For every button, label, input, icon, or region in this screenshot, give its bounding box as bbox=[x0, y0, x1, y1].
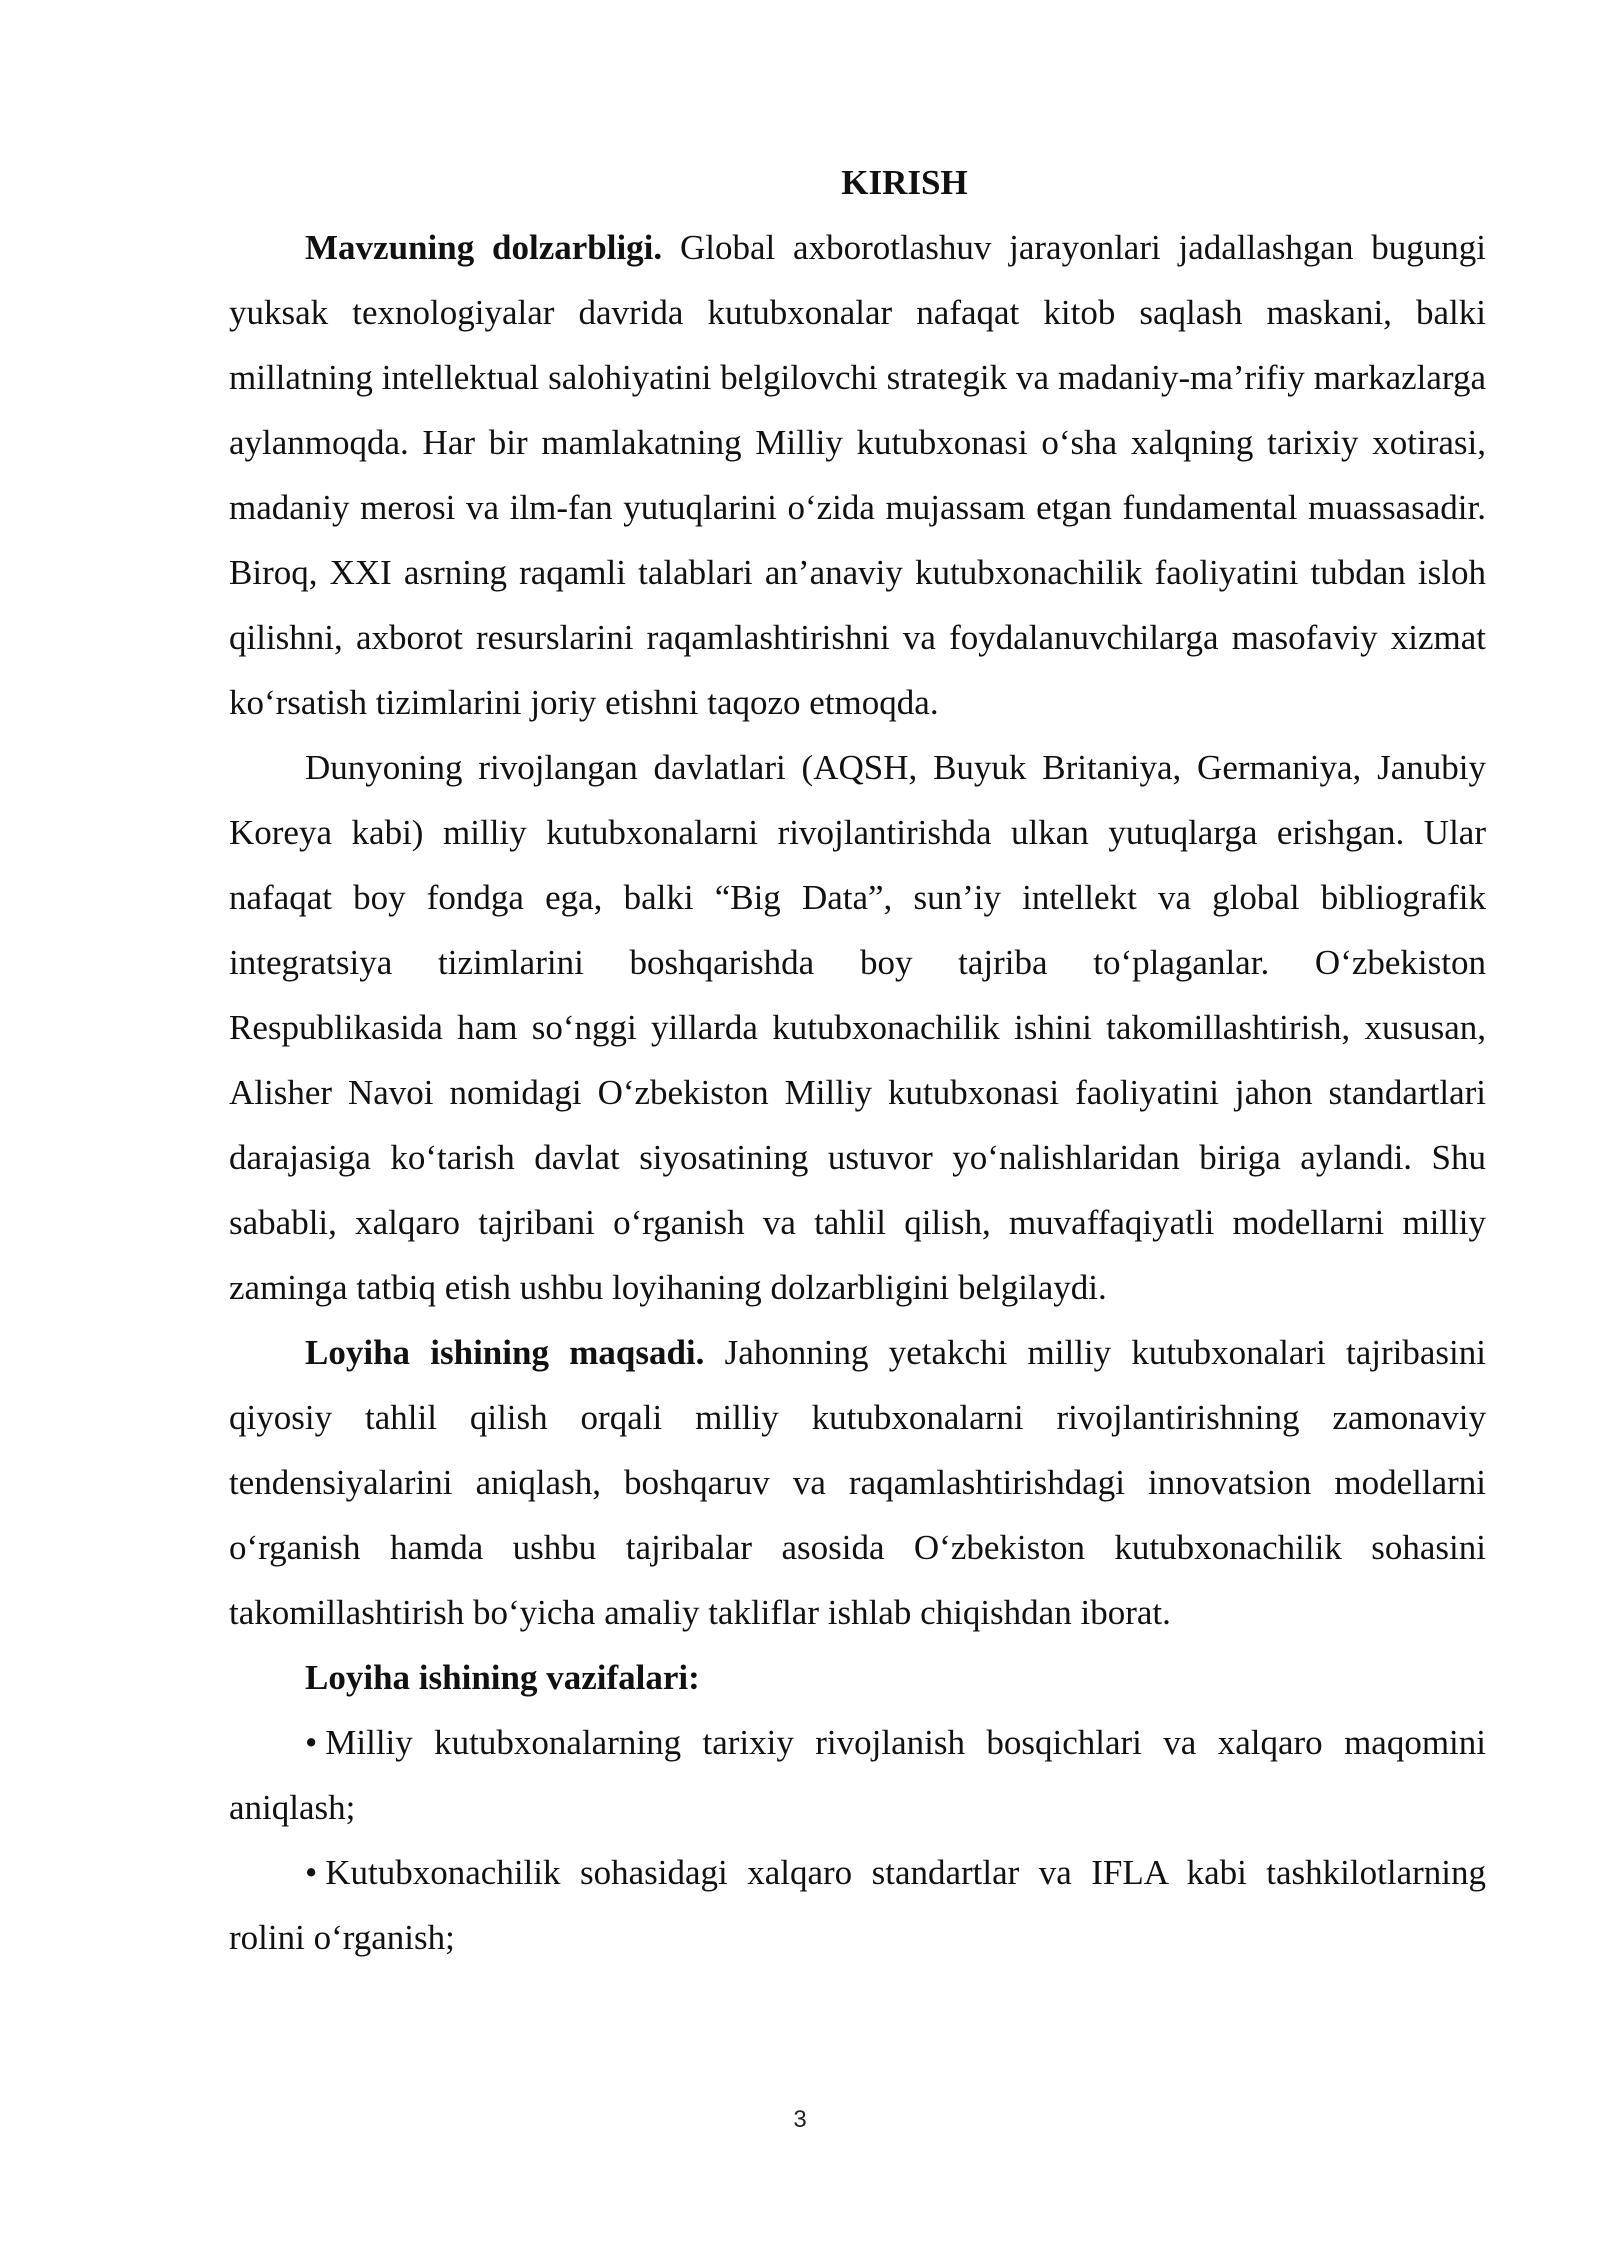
goal-text: Jahonning yetakchi milliy kutubxonalari tajribasini qiyosiy tahlil qilish orqali milliy kutubxonalarni rivojlantirishning zamonaviy tendensiyalarini aniqlash, boshqaruv va raqamlashtirishdagi innovatsion modellarni o‘rganish hamda ushbu tajribalar asosida O‘zbekiston kutubxonachilik sohasini takomillashtirish bo‘yicha amaliy takliflar ishlab chiqishdan iborat. bbox=[229, 1333, 1486, 1632]
page-number: 3 bbox=[793, 2106, 807, 2133]
tasks-heading: Loyiha ishining vazifalari: bbox=[305, 1658, 700, 1697]
context-paragraph: Dunyoning rivojlangan davlatlari (AQSH, Buyuk Britaniya, Germaniya, Janubiy Koreya kabi) milliy kutubxonalarni rivojlantirishda ulkan yutuqlarga erishgan. Ular nafaqat boy fondga ega, balki “Big Data”, sun’iy intellekt va global bibliografik integratsiya tizimlarini boshqarishda boy tajriba to‘plaganlar. O‘zbekiston Respublikasida ham so‘nggi yillarda kutubxonachilik ishini takomillashtirish, xususan, Alisher Navoi nomidagi O‘zbekiston Milliy kutubxonasi faoliyatini jahon standartlari darajasiga ko‘tarish davlat siyosatining ustuvor yo‘nalishlaridan biriga aylandi. Shu sababli, xalqaro tajribani o‘rganish va tahlil qilish, muvaffaqiyatli modellarni milliy zaminga tatbiq etish ushbu loyihaning dolzarbligini belgilaydi. bbox=[229, 748, 1486, 1307]
section-heading: KIRISH bbox=[841, 163, 968, 202]
goal-paragraph bbox=[229, 1320, 1486, 1645]
task-item bbox=[229, 1840, 1486, 1970]
bullet-icon: • bbox=[305, 1723, 318, 1762]
bullet-icon: • bbox=[305, 1853, 318, 1892]
relevance-lead: Mavzuning dolzarbligi. bbox=[305, 228, 663, 267]
relevance-paragraph bbox=[229, 215, 1486, 735]
page-content bbox=[229, 150, 1486, 1970]
relevance-text: Global axborotlashuv jarayonlari jadallashgan bugungi yuksak texnologiyalar davrida kutubxonalar nafaqat kitob saqlash maskani, balki millatning intellektual salohiyatini belgilovchi strategik va madaniy-ma’rifiy markazlarga aylanmoqda. Har bir mamlakatning Milliy kutubxonasi o‘sha xalqning tarixiy xotirasi, madaniy merosi va ilm-fan yutuqlarini o‘zida mujassam etgan fundamental muassasadir. Biroq, XXI asrning raqamli talablari an’anaviy kutubxonachilik faoliyatini tubdan isloh qilishni, axborot resurslarini raqamlashtirishni va foydalanuvchilarga masofaviy xizmat ko‘rsatish tizimlarini joriy etishni taqozo etmoqda. bbox=[229, 228, 1487, 722]
task-item bbox=[229, 1710, 1486, 1840]
goal-lead: Loyiha ishining maqsadi. bbox=[305, 1333, 705, 1372]
task-text: Milliy kutubxonalarning tarixiy rivojlanish bosqichlari va xalqaro maqomini aniqlash; bbox=[229, 1723, 1486, 1827]
task-text: Kutubxonachilik sohasidagi xalqaro standartlar va IFLA kabi tashkilotlarning rolini o‘rganish; bbox=[229, 1853, 1486, 1957]
